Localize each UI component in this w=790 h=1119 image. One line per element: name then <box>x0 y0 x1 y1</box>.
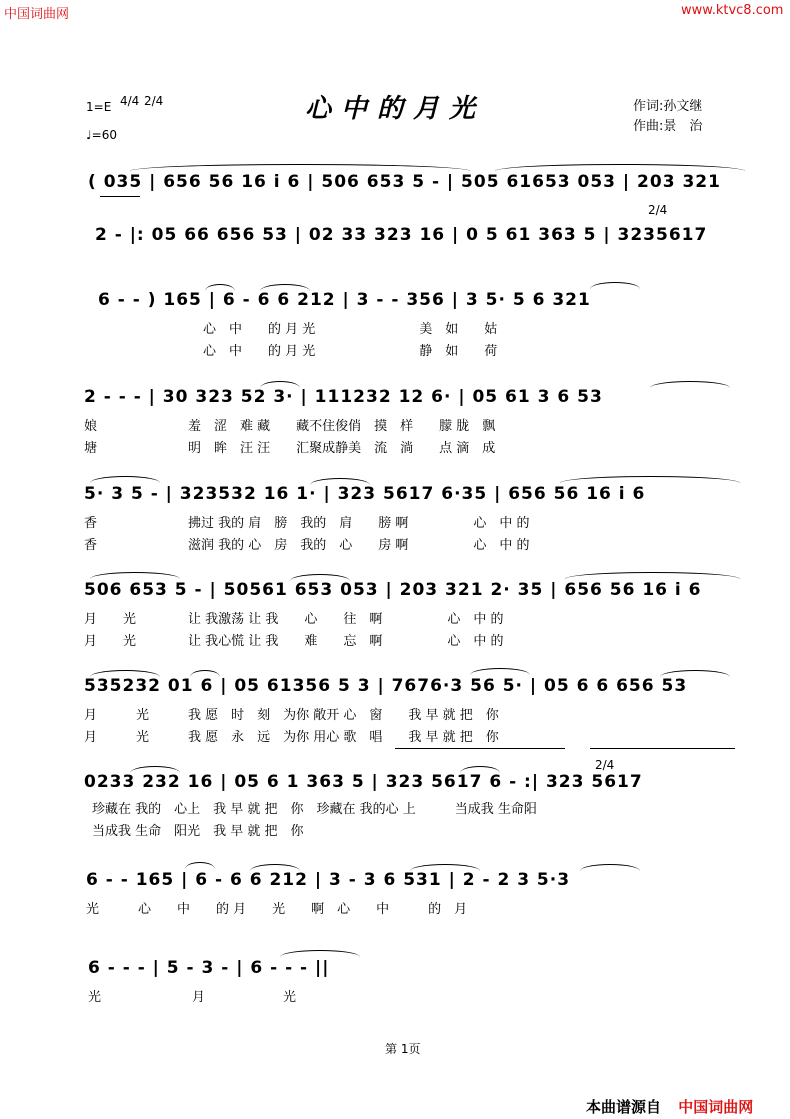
notation-line: 2 - |: 05 66 656 53 | 02 33 323 16 | 0 5 61 363 5 | 3235617 <box>95 225 708 245</box>
source-prefix: 本曲谱源自 <box>586 1098 662 1116</box>
key-signature <box>86 100 111 114</box>
lyric-verse-1: 月 光 我 愿 时 刻 为你 敞开 心 窗 我 早 就 把 你 <box>84 708 499 723</box>
notation-line: 6 - - - | 5 - 3 - | 6 - - - || <box>88 958 330 978</box>
time-signature-change: 2/4 <box>648 203 668 217</box>
score-row-7 <box>0 676 790 746</box>
score-row-1 <box>0 172 790 212</box>
notation-line: 506 653 5 - | 50561 653 053 | 203 321 2· 35 | 656 56 16 i 6 <box>84 580 702 600</box>
time-signature-change: 2/4 <box>595 758 615 772</box>
source-credit <box>586 1096 753 1117</box>
watermark-left: 中国词曲网 <box>4 7 70 22</box>
lyric-verse-2: 月 光 让 我心慌 让 我 难 忘 啊 心 中 的 <box>84 634 504 649</box>
notation-line: 2 - - - | 30 323 52 3· | 111232 12 6· | 05 61 3 6 53 <box>84 387 603 407</box>
composer-credit: 作曲:景 治 <box>633 119 703 134</box>
notation-line: 535232 01 6 | 05 61356 5 3 | 7676·3 56 5· | 05 6 6 656 53 <box>84 676 688 696</box>
notation-line: 6 - - 165 | 6 - 6 6 212 | 3 - 3 6 531 | 2 - 2 3 5·3 <box>86 870 571 890</box>
lyric-verse-1: 光 月 光 <box>88 990 297 1005</box>
notation-line: 0233 232 16 | 05 6 1 363 5 | 323 5617 6 - :| 323 5617 <box>84 772 643 792</box>
lyric-verse-2: 月 光 我 愿 永 远 为你 用心 歌 唱 我 早 就 把 你 <box>84 730 499 745</box>
lyric-verse-1: 娘 羞 涩 难 藏 藏不住俊俏 摸 样 朦 胧 飘 <box>84 419 496 434</box>
score-row-9 <box>0 870 790 920</box>
score-row-4 <box>0 387 790 457</box>
lyric-verse-1: 月 光 让 我激荡 让 我 心 往 啊 心 中 的 <box>84 612 504 627</box>
lyricist-credit: 作词:孙文继 <box>633 99 703 114</box>
lyric-verse-1: 光 心 中 的 月 光 啊 心 中 的 月 <box>86 902 468 917</box>
lyric-verse-2: 当成我 生命 阳光 我 早 就 把 你 <box>92 824 304 839</box>
lyric-verse-1: 香 拂过 我的 肩 膀 我的 肩 膀 啊 心 中 的 <box>84 516 530 531</box>
watermark-right: www.ktvc8.com <box>681 3 784 18</box>
key-label: 1=E <box>86 100 112 114</box>
notation-line: 5· 3 5 - | 323532 16 1· | 323 5617 6·35 | 656 56 16 i 6 <box>84 484 646 504</box>
notation-line: ( 035 | 656 56 16 i 6 | 506 653 5 - | 505 61653 053 | 203 321 <box>88 172 721 192</box>
lyric-verse-2: 心 中 的 月 光 静 如 荷 <box>203 344 498 359</box>
time-signature-primary: 4/4 <box>120 94 140 108</box>
notation-line: 6 - - ) 165 | 6 - 6 6 212 | 3 - - 356 | 3 5· 5 6 321 <box>98 290 591 310</box>
tempo-marking: ♩=60 <box>86 128 117 142</box>
score-row-5 <box>0 484 790 554</box>
score-row-2 <box>0 203 790 265</box>
source-site-link[interactable]: 中国词曲网 <box>678 1098 754 1116</box>
score-row-8 <box>0 758 790 842</box>
lyric-verse-2: 香 滋润 我的 心 房 我的 心 房 啊 心 中 的 <box>84 538 530 553</box>
score-row-6 <box>0 580 790 650</box>
lyric-verse-2: 塘 明 眸 汪 汪 汇聚成静美 流 淌 点 滴 成 <box>84 441 496 456</box>
score-row-10 <box>0 958 790 1008</box>
score-row-3 <box>0 290 790 360</box>
song-title: 心中的月光 <box>305 94 486 124</box>
lyric-verse-1: 心 中 的 月 光 美 如 姑 <box>203 322 498 337</box>
lyric-verse-1: 珍藏在 我的 心上 我 早 就 把 你 珍藏在 我的心 上 当成我 生命阳 <box>92 802 537 817</box>
time-signature-secondary: 2/4 <box>144 94 164 108</box>
page-number: 第 1页 <box>385 1042 421 1056</box>
